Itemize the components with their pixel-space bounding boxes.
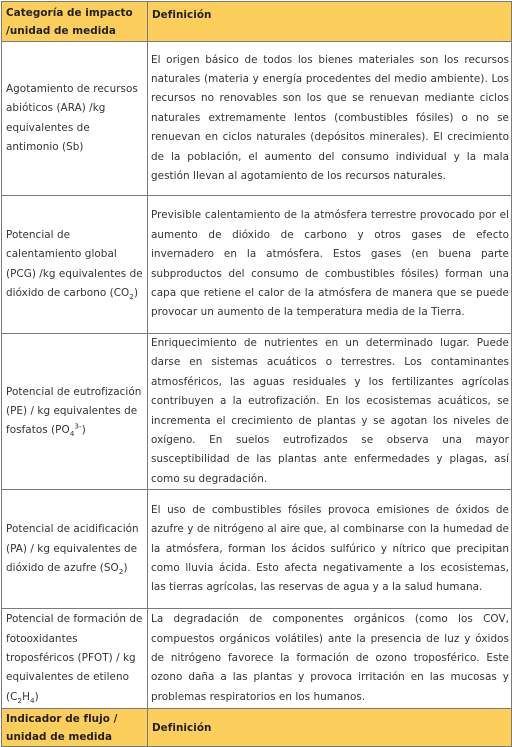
table-row — [2, 490, 512, 609]
category-cell: Agotamiento de recursos abióticos (ARA) /kg equivalentes de antimonio (Sb) — [2, 42, 148, 196]
category-text: Potencial de calentamiento global (PCG) /kg equivalentes de dióxido de carbono (CO — [6, 228, 143, 299]
category-superscript: 3- — [74, 421, 82, 431]
flow-header-definition-cell: Definición — [148, 709, 512, 747]
definition-cell: El uso de combustibles fósiles provoca emisiones de óxidos de azufre y de nitrógeno al aire que, al combinarse con la humedad de la atmósfera, forman los ácidos sulfúrico y nítrico que precipitan como lluvia ácida. Esto afecta negativamente a los ecosistemas, las tierras agrícolas, las reservas de agua y a la salud humana. — [148, 490, 512, 609]
impact-category-table — [1, 1, 512, 747]
header-definition-cell: Definición — [148, 2, 512, 42]
table-row — [2, 42, 512, 196]
category-text: Potencial de eutrofización (PE) / kg equivalentes de fosfatos (PO — [6, 385, 142, 437]
category-subscript: 4 — [29, 695, 35, 705]
category-subscript: 2 — [129, 291, 134, 301]
table-row — [2, 196, 512, 334]
category-text-end: ) — [133, 286, 139, 299]
category-cell — [2, 609, 148, 709]
flow-indicator-header-row — [2, 709, 512, 747]
table-header-row — [2, 2, 512, 42]
category-subscript: 4 — [69, 429, 75, 439]
category-cell — [2, 196, 148, 334]
category-text: Potencial de formación de fotooxidantes troposféricos (PFOT) / kg equivalentes de etileno (C — [6, 613, 143, 703]
definition-cell: La degradación de componentes orgánicos (como los COV, compuestos orgánicos volátiles) ante la presencia de luz y óxidos de nitrógeno favorece la formación de ozono troposférico. Este ozono daña a las plantas y provoca irritación en las mucosas y problemas respiratorios en los humanos. — [148, 609, 512, 709]
category-cell — [2, 490, 148, 609]
category-text-end: ) — [81, 424, 86, 437]
table-row — [2, 334, 512, 490]
definition-cell: Previsible calentamiento de la atmósfera terrestre provocado por el aumento de dióxido de carbono y otros gases de efecto invernadero en la atmósfera. Estos gases (en buena parte subproductos del consumo de combustibles fósiles) forman una capa que retiene el calor de la atmósfera de manera que se puede provocar un aumento de la temperatura media de la Tierra. — [148, 196, 512, 334]
definition-cell: El origen básico de todos los bienes materiales son los recursos naturales (materia y energía procedentes del medio ambiente). Los recursos no renovables son los que se renuevan mediante ciclos naturales extremamente lentos (combustibles fósiles) o no se renuevan en ciclos naturales (depósitos minerales). El crecimiento de la población, el aumento del consumo individual y la mala gestión llevan al agotamiento de los recursos naturales. — [148, 42, 512, 196]
table-row — [2, 609, 512, 709]
flow-header-category-cell: Indicador de flujo / unidad de medida — [2, 709, 148, 747]
definition-cell: Enriquecimiento de nutrientes en un determinado lugar. Puede darse en sistemas acuáticos o terrestres. Los contaminantes atmosféricos, las aguas residuales y los fertilizantes agrícolas contribuyen a la eutrofización. En los ecosistemas acuáticos, se incrementa el crecimiento de plantas y se agotan los niveles de oxígeno. En suelos eutrofizados se observa una mayor susceptibilidad de las plantas ante enfermedades y plagas, así como su degradación. — [148, 334, 512, 490]
header-category-cell: Categoría de impacto /unidad de medida — [2, 2, 148, 42]
category-cell — [2, 334, 148, 490]
category-text-end: ) — [34, 690, 39, 703]
category-text-end: ) — [123, 561, 128, 574]
category-subscript: 2 — [118, 567, 124, 577]
category-text: Potencial de acidificación (PA) / kg equivalentes de dióxido de azufre (SO — [6, 523, 139, 574]
category-text-mid: H — [22, 690, 30, 703]
category-subscript: 2 — [17, 695, 23, 705]
